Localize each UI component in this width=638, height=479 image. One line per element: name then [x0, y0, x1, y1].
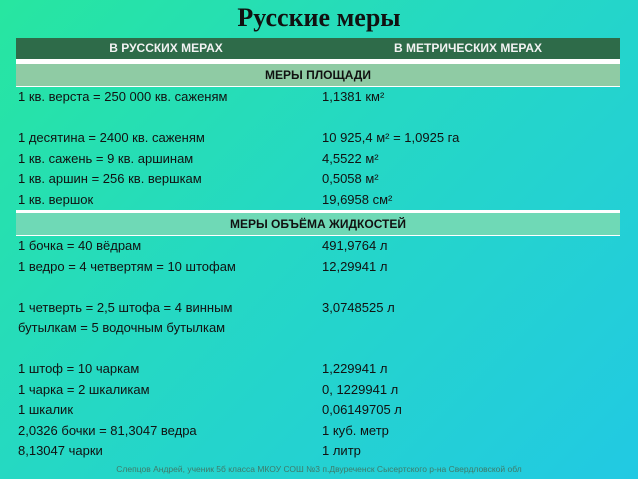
russian-value: 8,13047 чарки — [18, 443, 103, 458]
author-footer: Слепцов Андрей, ученик 5б класса МКОУ СОШ №3 п.Двуреченск Сысертского р-на Свердловской обл — [116, 464, 522, 474]
russian-value: 2,0326 бочки = 81,3047 ведра — [18, 422, 197, 438]
russian-value: 1 десятина = 2400 кв. саженям — [18, 130, 205, 145]
table-row — [16, 169, 620, 190]
russian-value: 1 бочка = 40 вёдрам — [18, 238, 142, 253]
metric-value: 1 литр — [322, 443, 361, 458]
russian-value: 1 кв. вершок — [18, 191, 94, 207]
russian-value: 1 шкалик — [18, 402, 74, 417]
table-row — [16, 236, 620, 257]
metric-value: 1 куб. метр — [322, 422, 389, 438]
page-title: Русские меры — [237, 3, 401, 32]
table-header — [16, 38, 620, 61]
metric-value: 12,29941 л — [322, 258, 388, 274]
metric-value: 491,9764 л — [322, 238, 388, 253]
table-row — [16, 339, 620, 360]
table-row — [16, 277, 620, 298]
russian-value: 1 кв. аршин = 256 кв. вершкам — [18, 171, 202, 186]
metric-value: 10 925,4 м² = 1,0925 га — [322, 130, 460, 145]
table-row — [16, 380, 620, 401]
metric-value — [318, 339, 620, 360]
section-area-rows — [16, 87, 620, 210]
metric-value: 4,5522 м² — [322, 150, 379, 166]
table-row — [16, 257, 620, 278]
table-row — [16, 190, 620, 211]
russian-value: 1 чарка = 2 шкаликам — [18, 381, 150, 397]
russian-value: 1 штоф = 10 чаркам — [18, 361, 140, 376]
table-row — [16, 441, 620, 462]
table-row — [16, 87, 620, 108]
metric-value: 3,0748525 л — [322, 299, 395, 315]
metric-value: 0,06149705 л — [322, 402, 402, 417]
section-liquid-volume-title: МЕРЫ ОБЪЁМА ЖИДКОСТЕЙ — [16, 210, 620, 236]
table-row — [16, 400, 620, 421]
metric-value: 1,1381 км² — [322, 89, 385, 104]
table-row — [16, 128, 620, 149]
table-row — [16, 421, 620, 442]
header-metric-units: В МЕТРИЧЕСКИХ МЕРАХ — [394, 41, 542, 55]
metric-value: 19,6958 см² — [322, 191, 393, 207]
russian-value: 1 четверть = 2,5 штофа = 4 винным — [18, 299, 233, 315]
metric-value — [318, 277, 620, 298]
table-row — [16, 318, 620, 339]
metric-value: 0, 1229941 л — [322, 381, 399, 397]
russian-value: 1 кв. верста = 250 000 кв. саженям — [18, 89, 228, 104]
table-row — [16, 108, 620, 129]
russian-value — [16, 339, 318, 360]
header-russian-units: В РУССКИХ МЕРАХ — [109, 41, 223, 55]
metric-value: 0,5058 м² — [322, 171, 379, 186]
section-liquid-volume-rows — [16, 236, 620, 462]
table-row — [16, 149, 620, 170]
table-row — [16, 359, 620, 380]
russian-value — [16, 108, 318, 129]
metric-value: 1,229941 л — [322, 361, 388, 376]
metric-value — [318, 318, 620, 339]
section-area-title: МЕРЫ ПЛОЩАДИ — [16, 61, 620, 87]
russian-value: бутылкам = 5 водочным бутылкам — [18, 320, 226, 335]
russian-value: 1 кв. сажень = 9 кв. аршинам — [18, 150, 194, 166]
measures-table — [16, 38, 620, 462]
table-row — [16, 298, 620, 319]
russian-value: 1 ведро = 4 четвертям = 10 штофам — [18, 258, 236, 274]
russian-value — [16, 277, 318, 298]
metric-value — [318, 108, 620, 129]
